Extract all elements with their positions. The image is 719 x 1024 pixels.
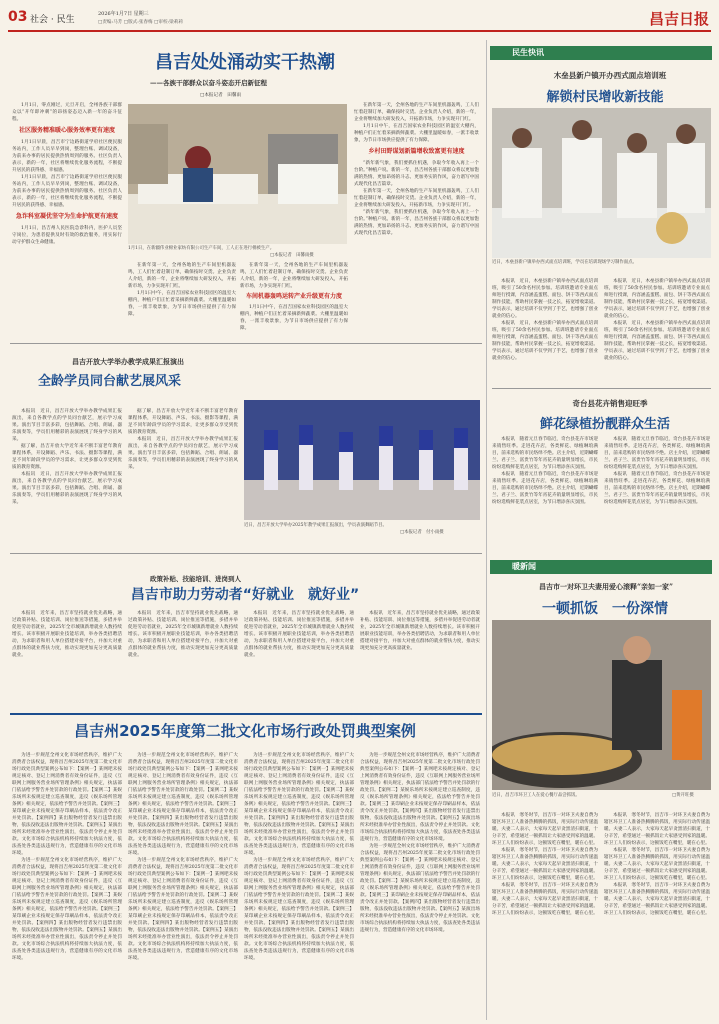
art3-col-b [128, 610, 238, 708]
meal-caption: 近日，昌吉市环卫工人在爱心餐厅品尝抓饭。 [492, 793, 580, 798]
notice-col-a [12, 752, 122, 1018]
art1-paragraph: 1月1日中午，在昌吉国家农业科技园区的温室大棚内，种植户们正忙着采摘新鲜蔬菜。大棚里温暖如春，一派丰收景象，为节日市场供应提供了有力保障。 [128, 291, 236, 317]
dance-caption: 近日，昌吉开放大学举办2025年教学成果汇报演出，学员表演舞蹈节目。 [244, 523, 387, 528]
notice-col-d [360, 752, 480, 1018]
art3-col-a [12, 610, 122, 708]
baking-illustration [492, 108, 711, 258]
art2-paragraph: 本报讯 近日，昌吉开放大学举办教学成果汇报演出，来自各教学点的学员同台献艺，展示学习成果。演出节目丰富多彩，包括舞蹈、合唱、朗诵、器乐演奏等，学员们用精彩的表演展现了终身学习的风采。 [128, 437, 238, 470]
editors: □责编:马芳 □版式:张春梅 □审校:梁莉莉 [98, 20, 183, 25]
art1-subhead: 急诈科室凝优坚守为生命护航更有速度 [15, 213, 118, 220]
art2-kicker: 昌吉开放大学举办教学成果汇报演出 [72, 357, 184, 366]
art1-paragraph: 1月1日中午，在昌吉国家农业科技园区的温室大棚内，种植户们正忙着采摘新鲜蔬菜。大棚里温暖如春，一派丰收景象，为节日市场供应提供了有力保障。 [240, 305, 348, 331]
art1-paragraph: 在新年第一天，全州各地的生产车间里机器轰鸣，工人们忙着赶制订单，确保按时交货。企业负责人介绍，新的一年，企业将继续加大研发投入，开拓新市场，力争实现开门红。 [354, 103, 479, 122]
factory-caption-credit: □本报记者 田馨雨摄 [270, 253, 314, 258]
sidebar2-title: 一顿抓饭 一份深情 [542, 601, 668, 617]
sidebar2-kicker: 昌吉市一对环卫夫妻用爱心滚释“亲如一家” [538, 582, 674, 591]
art2-paragraph: 据了解，昌吉开放大学近年来不断丰富老年教育课程体系，开设舞蹈、声乐、书法、摄影等课程，满足不同年龄段学员的学习需求，让更多群众享受到优质的教育资源。 [12, 444, 122, 470]
baking-caption: 近日，木垒县新户镇举办西式面点培训班，学员在培训现场学习制作面点。 [492, 260, 637, 265]
art3-headline: 昌吉市助力劳动者“好就业 就好业” [130, 587, 360, 603]
section-name: 社会 · 民生 [30, 15, 75, 25]
art2-paragraph: 本报讯 近日，昌吉开放大学举办教学成果汇报演出，来自各教学点的学员同台献艺，展示学习成果。演出节目丰富多彩，包括舞蹈、合唱、朗诵、器乐演奏等，学员们用精彩的表演展现了终身学习的风采。 [12, 472, 122, 505]
art1-paragraph: 1月1日早晨，昌吉市宁边路街道学府社区便民服务站内，工作人员早早到岗，整理台账、调试设备，为前来办事的居民提供热情周到的服务。社区负责人表示，新的一年，社区将继续优化服务流程，不断提升居民的获得感、幸福感。 [12, 175, 122, 208]
art2-paragraph: 本报讯 近日，昌吉开放大学举办教学成果汇报演出，来自各教学点的学员同台献艺，展示学习成果。演出节目丰富多彩，包括舞蹈、合唱、朗诵、器乐演奏等，学员们用精彩的表演展现了终身学习的风采。 [12, 409, 122, 442]
notice-paragraph: 为进一步规范全州文化市场经营秩序，维护广大消费者合法权益，现将昌吉州2025年度第二批文化市场行政处罚典型案例公布如下：【案例一】某网吧未按规定核对、登记上网消费者有效身份证件，违反《互联网上网服务营业场所管理条例》相关规定，执法部门依法给予警告并处罚款的行政处罚。【案例二】某娱乐场所未按规定建立巡查制度，违反《娱乐场所管理条例》相关规定，依法给予警告并处罚款。【案例三】某印刷企业未按规定保存印刷品样本，依法责令改正并处罚款。【案例四】某出版物经营者发行违禁出版物，依法没收违法出版物并处罚款。【案例五】某演出场所未经批准举办营业性演出，依法责令停止并处罚款。文化市场综合执法机构将持续加大执法力度，依法查处各类违法违规行为，营造健康有序的文化市场环境。 [128, 858, 238, 961]
sidebar-paragraph: 本报讯 随着元旦春节临近，奇台县花卉市场迎来销售旺季。走进花卉店，各类鲜花、绿植琳琅满目，前来选购的市民络绎不绝。店主介绍，近期蝴蝶兰、君子兰、富贵竹等年宵花卉销量明显增长，市民纷纷选购鲜花装点居室，为节日增添喜庆氛围。 [604, 472, 710, 505]
art1-paragraph: 在新年第一天，全州各地的生产车间里机器轰鸣，工人们忙着赶制订单，确保按时交货。企业负责人介绍，新的一年，企业将继续加大研发投入，开拓新市场，力争实现开门红。 [240, 263, 348, 289]
art1-subhead: 乡村田野谋划新篇增收致富更有速度 [368, 148, 465, 155]
sidebar-n2-kicker: 奇台县花卉销售迎旺季 [572, 399, 648, 408]
factory-photo [128, 104, 347, 244]
main-subtitle: ——各族干部群众以奋斗姿态开启新征程 [150, 79, 267, 87]
sidebar-paragraph: 本报讯 随着元旦春节临近，奇台县花卉市场迎来销售旺季。走进花卉店，各类鲜花、绿植琳琅满目，前来选购的市民络绎不绝。店主介绍，近期蝴蝶兰、君子兰、富贵竹等年宵花卉销量明显增长，市民纷纷选购鲜花装点居室，为节日增添喜庆氛围。 [604, 437, 710, 470]
dance-caption-credit: □本报记者 付小雨摄 [400, 530, 444, 535]
factory-caption: 1月1日，在新疆伟业棉业家纺有限公司生产车间，工人正在进行棉被生产。 [128, 246, 275, 251]
divider [10, 343, 482, 344]
sidebar-paragraph: 本报讯 近日，木垒县新户镇举办西式面点培训班，吸引了50余名村民参加。培训班邀请专业面点师进行授课，内容涵盖蛋糕、面包、饼干等西式面点制作技能，帮助村民掌握一技之长，拓宽增收渠道。学员表示，通过培训不仅学到了手艺，也增强了创业就业的信心。 [492, 279, 598, 319]
sidebar2-col-a [492, 812, 598, 1018]
dance-photo [244, 400, 480, 520]
art1-paragraph: 在新年第一天，全州各地的生产车间里机器轰鸣，工人们忙着赶制订单，确保按时交货。企业负责人介绍，新的一年，企业将继续加大研发投入，开拓新市场，力争实现开门红。 [354, 189, 479, 208]
art3-paragraph: 本报讯 近年来，昌吉市坚持就业优先战略，通过政策补贴、技能培训、岗位推送等措施，多措并举促进劳动者就业，2025年全市城镇新增就业人数持续增长。该市积极开展职业技能培训，举办各类招聘活动，为求职者和用人单位搭建对接平台，并加大对重点群体的就业帮扶力度，推动实现更加充分更高质量就业。 [244, 611, 354, 658]
sidebar2-paragraph: 本报讯 寒冬时节，昌吉市一对环卫夫妻自费为辖区环卫工人准备热腾腾的抓饭，用实际行动传递温暖。夫妻二人表示，大家每天起早贪黑清扫街道，十分辛苦，希望通过一顿抓饭让大家感受到家的温暖。环卫工人们纷纷表示，这顿饭吃在嘴里，暖在心里。 [604, 813, 710, 846]
art3-col-c [244, 610, 354, 708]
art1-col-c [128, 262, 236, 340]
art3-paragraph: 本报讯 近年来，昌吉市坚持就业优先战略，通过政策补贴、技能培训、岗位推送等措施，多措并举促进劳动者就业，2025年全市城镇新增就业人数持续增长。该市积极开展职业技能培训，举办各类招聘活动，为求职者和用人单位搭建对接平台，并加大对重点群体的就业帮扶力度，推动实现更加充分更高质量就业。 [128, 611, 238, 658]
page-header [8, 6, 711, 32]
sidebar-label-box [490, 46, 712, 60]
art3-kicker: 政策补贴、技能培训、进岗到人 [150, 575, 241, 583]
sidebar2-paragraph: 本报讯 寒冬时节，昌吉市一对环卫夫妻自费为辖区环卫工人准备热腾腾的抓饭，用实际行动传递温暖。夫妻二人表示，大家每天起早贪黑清扫街道，十分辛苦，希望通过一顿抓饭让大家感受到家的温暖。环卫工人们纷纷表示，这顿饭吃在嘴里，暖在心里。 [492, 848, 598, 881]
sidebar-paragraph: 本报讯 近日，木垒县新户镇举办西式面点培训班，吸引了50余名村民参加。培训班邀请专业面点师进行授课，内容涵盖蛋糕、面包、饼干等西式面点制作技能，帮助村民掌握一技之长，拓宽增收渠道。学员表示，通过培训不仅学到了手艺，也增强了创业就业的信心。 [604, 321, 710, 361]
art1-col-d [240, 262, 348, 340]
sidebar-n1-col-b [604, 278, 710, 383]
notice-paragraph: 为进一步规范全州文化市场经营秩序，维护广大消费者合法权益，现将昌吉州2025年度第二批文化市场行政处罚典型案例公布如下：【案例一】某网吧未按规定核对、登记上网消费者有效身份证件，违反《互联网上网服务营业场所管理条例》相关规定，执法部门依法给予警告并处罚款的行政处罚。【案例二】某娱乐场所未按规定建立巡查制度，违反《娱乐场所管理条例》相关规定，依法给予警告并处罚款。【案例三】某印刷企业未按规定保存印刷品样本，依法责令改正并处罚款。【案例四】某出版物经营者发行违禁出版物，依法没收违法出版物并处罚款。【案例五】某演出场所未经批准举办营业性演出，依法责令停止并处罚款。文化市场综合执法机构将持续加大执法力度，依法查处各类违法违规行为，营造健康有序的文化市场环境。 [244, 858, 354, 961]
sidebar-n1-kicker: 木垒县新户镇开办西式面点培训班 [553, 71, 667, 80]
newspaper-logo: 昌吉日报 [648, 10, 709, 28]
issue-date: 2026年1月7日 星期三 [98, 11, 149, 17]
sidebar2-col-b [604, 812, 710, 1018]
art3-paragraph: 本报讯 近年来，昌吉市坚持就业优先战略，通过政策补贴、技能培训、岗位推送等措施，多措并举促进劳动者就业，2025年全市城镇新增就业人数持续增长。该市积极开展职业技能培训，举办各类招聘活动，为求职者和用人单位搭建对接平台，并加大对重点群体的就业帮扶力度，推动实现更加充分更高质量就业。 [12, 611, 122, 658]
sidebar-paragraph: 本报讯 近日，木垒县新户镇举办西式面点培训班，吸引了50余名村民参加。培训班邀请专业面点师进行授课，内容涵盖蛋糕、面包、饼干等西式面点制作技能，帮助村民掌握一技之长，拓宽增收渠道。学员表示，通过培训不仅学到了手艺，也增强了创业就业的信心。 [604, 279, 710, 319]
meal-photo [492, 620, 711, 790]
divider [10, 713, 482, 715]
art1-paragraph: 1月1日，零点刚过，元旦开启，全州各族干部群众以“开年即冲刺”的昂扬姿态迈入新一年的奋斗征程。 [12, 103, 122, 122]
art1-col-e [354, 102, 479, 340]
sidebar-paragraph: 本报讯 随着元旦春节临近，奇台县花卉市场迎来销售旺季。走进花卉店，各类鲜花、绿植琳琅满目，前来选购的市民络绎不绝。店主介绍，近期蝴蝶兰、君子兰、富贵竹等年宵花卉销量明显增长，市民纷纷选购鲜花装点居室，为节日增添喜庆氛围。 [492, 472, 598, 505]
art1-paragraph: 在新年第一天，全州各地的生产车间里机器轰鸣，工人们忙着赶制订单，确保按时交货。企业负责人介绍，新的一年，企业将继续加大研发投入，开拓新市场，力争实现开门红。 [128, 263, 236, 289]
art1-col-a [12, 102, 122, 340]
sidebar-n1-title: 解锁村民增收新技能 [546, 90, 664, 105]
sidebar2-label-box [490, 560, 712, 574]
baking-photo [492, 108, 711, 258]
meal-caption-credit: □黄开旺摄 [672, 793, 694, 798]
art1-subhead: 车间机器轰鸣运转产业升级更有力度 [245, 293, 342, 300]
notice-paragraph: 为进一步规范全州文化市场经营秩序，维护广大消费者合法权益，现将昌吉州2025年度第二批文化市场行政处罚典型案例公布如下：【案例一】某网吧未按规定核对、登记上网消费者有效身份证件，违反《互联网上网服务营业场所管理条例》相关规定，执法部门依法给予警告并处罚款的行政处罚。【案例二】某娱乐场所未按规定建立巡查制度，违反《娱乐场所管理条例》相关规定，依法给予警告并处罚款。【案例三】某印刷企业未按规定保存印刷品样本，依法责令改正并处罚款。【案例四】某出版物经营者发行违禁出版物，依法没收违法出版物并处罚款。【案例五】某演出场所未经批准举办营业性演出，依法责令停止并处罚款。文化市场综合执法机构将持续加大执法力度，依法查处各类违法违规行为，营造健康有序的文化市场环境。 [360, 753, 480, 842]
sidebar2-paragraph: 本报讯 寒冬时节，昌吉市一对环卫夫妻自费为辖区环卫工人准备热腾腾的抓饭，用实际行动传递温暖。夫妻二人表示，大家每天起早贪黑清扫街道，十分辛苦，希望通过一顿抓饭让大家感受到家的温暖。环卫工人们纷纷表示，这顿饭吃在嘴里，暖在心里。 [604, 848, 710, 881]
sidebar2-paragraph: 本报讯 寒冬时节，昌吉市一对环卫夫妻自费为辖区环卫工人准备热腾腾的抓饭，用实际行动传递温暖。夫妻二人表示，大家每天起早贪黑清扫街道，十分辛苦，希望通过一顿抓饭让大家感受到家的温暖。环卫工人们纷纷表示，这顿饭吃在嘴里，暖在心里。 [604, 883, 710, 916]
art2-paragraph: 据了解，昌吉开放大学近年来不断丰富老年教育课程体系，开设舞蹈、声乐、书法、摄影等课程，满足不同年龄段学员的学习需求，让更多群众享受到优质的教育资源。 [128, 409, 238, 435]
notice-paragraph: 为进一步规范全州文化市场经营秩序，维护广大消费者合法权益，现将昌吉州2025年度第二批文化市场行政处罚典型案例公布如下：【案例一】某网吧未按规定核对、登记上网消费者有效身份证件，违反《互联网上网服务营业场所管理条例》相关规定，执法部门依法给予警告并处罚款的行政处罚。【案例二】某娱乐场所未按规定建立巡查制度，违反《娱乐场所管理条例》相关规定，依法给予警告并处罚款。【案例三】某印刷企业未按规定保存印刷品样本，依法责令改正并处罚款。【案例四】某出版物经营者发行违禁出版物，依法没收违法出版物并处罚款。【案例五】某演出场所未经批准举办营业性演出，依法责令停止并处罚款。文化市场综合执法机构将持续加大执法力度，依法查处各类违法违规行为，营造健康有序的文化市场环境。 [12, 753, 122, 856]
sidebar2-label: 暖新闻 [512, 562, 536, 571]
main-headline: 昌吉处处涌动实干热潮 [155, 52, 335, 73]
notice-paragraph: 为进一步规范全州文化市场经营秩序，维护广大消费者合法权益，现将昌吉州2025年度第二批文化市场行政处罚典型案例公布如下：【案例一】某网吧未按规定核对、登记上网消费者有效身份证件，违反《互联网上网服务营业场所管理条例》相关规定，执法部门依法给予警告并处罚款的行政处罚。【案例二】某娱乐场所未按规定建立巡查制度，违反《娱乐场所管理条例》相关规定，依法给予警告并处罚款。【案例三】某印刷企业未按规定保存印刷品样本，依法责令改正并处罚款。【案例四】某出版物经营者发行违禁出版物，依法没收违法出版物并处罚款。【案例五】某演出场所未经批准举办营业性演出，依法责令停止并处罚款。文化市场综合执法机构将持续加大执法力度，依法查处各类违法违规行为，营造健康有序的文化市场环境。 [360, 844, 480, 933]
sidebar-paragraph: 本报讯 随着元旦春节临近，奇台县花卉市场迎来销售旺季。走进花卉店，各类鲜花、绿植琳琅满目，前来选购的市民络绎不绝。店主介绍，近期蝴蝶兰、君子兰、富贵竹等年宵花卉销量明显增长，市民纷纷选购鲜花装点居室，为节日增添喜庆氛围。 [492, 437, 598, 470]
art2-headline: 全龄学员同台献艺展风采 [38, 374, 182, 389]
sidebar-n2-col-b [604, 436, 710, 554]
art1-paragraph: 1月1日中午，在昌吉国家农业科技园区的温室大棚内，种植户们正忙着采摘新鲜蔬菜。大棚里温暖如春，一派丰收景象，为节日市场供应提供了有力保障。 [354, 124, 479, 143]
notice-paragraph: 为进一步规范全州文化市场经营秩序，维护广大消费者合法权益，现将昌吉州2025年度第二批文化市场行政处罚典型案例公布如下：【案例一】某网吧未按规定核对、登记上网消费者有效身份证件，违反《互联网上网服务营业场所管理条例》相关规定，执法部门依法给予警告并处罚款的行政处罚。【案例二】某娱乐场所未按规定建立巡查制度，违反《娱乐场所管理条例》相关规定，依法给予警告并处罚款。【案例三】某印刷企业未按规定保存印刷品样本，依法责令改正并处罚款。【案例四】某出版物经营者发行违禁出版物，依法没收违法出版物并处罚款。【案例五】某演出场所未经批准举办营业性演出，依法责令停止并处罚款。文化市场综合执法机构将持续加大执法力度，依法查处各类违法违规行为，营造健康有序的文化市场环境。 [244, 753, 354, 856]
sidebar2-paragraph: 本报讯 寒冬时节，昌吉市一对环卫夫妻自费为辖区环卫工人准备热腾腾的抓饭，用实际行动传递温暖。夫妻二人表示，大家每天起早贪黑清扫街道，十分辛苦，希望通过一顿抓饭让大家感受到家的温暖。环卫工人们纷纷表示，这顿饭吃在嘴里，暖在心里。 [492, 813, 598, 846]
art3-col-d [360, 610, 480, 708]
sidebar2-paragraph: 本报讯 寒冬时节，昌吉市一对环卫夫妻自费为辖区环卫工人准备热腾腾的抓饭，用实际行动传递温暖。夫妻二人表示，大家每天起早贪黑清扫街道，十分辛苦，希望通过一顿抓饭让大家感受到家的温暖。环卫工人们纷纷表示，这顿饭吃在嘴里，暖在心里。 [492, 883, 598, 916]
sidebar-paragraph: 本报讯 近日，木垒县新户镇举办西式面点培训班，吸引了50余名村民参加。培训班邀请专业面点师进行授课，内容涵盖蛋糕、面包、饼干等西式面点制作技能，帮助村民掌握一技之长，拓宽增收渠道。学员表示，通过培训不仅学到了手艺，也增强了创业就业的信心。 [492, 321, 598, 361]
notice-col-c [244, 752, 354, 1018]
dance-illustration [244, 400, 480, 520]
sidebar-n1-col-a [492, 278, 598, 383]
notice-headline: 昌吉州2025年度第二批文化市场行政处罚典型案例 [74, 722, 416, 740]
art1-subhead: 社区服务精准暖心服务效率更有速度 [18, 127, 115, 134]
page-number: 03 [8, 9, 28, 25]
art1-paragraph: 1月1日，昌吉州人民医院急诊科内，医护人员坚守岗位，为患者提供及时有效的救治服务，用实际行动守护群众生命健康。 [12, 226, 122, 245]
divider [10, 553, 482, 554]
main-byline: □本报记者 田馨雨 [200, 93, 242, 98]
notice-col-b [128, 752, 238, 1018]
sidebar-n2-title: 鲜花绿植扮靓群众生活 [539, 417, 670, 432]
meal-illustration [492, 620, 711, 790]
notice-paragraph: 为进一步规范全州文化市场经营秩序，维护广大消费者合法权益，现将昌吉州2025年度第二批文化市场行政处罚典型案例公布如下：【案例一】某网吧未按规定核对、登记上网消费者有效身份证件，违反《互联网上网服务营业场所管理条例》相关规定，执法部门依法给予警告并处罚款的行政处罚。【案例二】某娱乐场所未按规定建立巡查制度，违反《娱乐场所管理条例》相关规定，依法给予警告并处罚款。【案例三】某印刷企业未按规定保存印刷品样本，依法责令改正并处罚款。【案例四】某出版物经营者发行违禁出版物，依法没收违法出版物并处罚款。【案例五】某演出场所未经批准举办营业性演出，依法责令停止并处罚款。文化市场综合执法机构将持续加大执法力度，依法查处各类违法违规行为，营造健康有序的文化市场环境。 [128, 753, 238, 856]
art1-paragraph: “新年新气象，我们要抓住机遇，争取今年收入再上一个台阶。”种植户说。新的一年，昌吉州各族干部群众将以更加饱满的热情、更加昂扬的斗志、更加务实的作风，奋力谱写中国式现代化昌吉篇章。 [354, 161, 479, 187]
sidebar-n2-col-a [492, 436, 598, 554]
sidebar-label: 民生快讯 [512, 48, 544, 57]
art3-paragraph: 本报讯 近年来，昌吉市坚持就业优先战略，通过政策补贴、技能培训、岗位推送等措施，多措并举促进劳动者就业，2025年全市城镇新增就业人数持续增长。该市积极开展职业技能培训，举办各类招聘活动，为求职者和用人单位搭建对接平台，并加大对重点群体的就业帮扶力度，推动实现更加充分更高质量就业。 [360, 611, 480, 651]
column-rule [486, 40, 487, 1020]
factory-illustration [128, 104, 347, 244]
divider [492, 388, 711, 389]
notice-paragraph: 为进一步规范全州文化市场经营秩序，维护广大消费者合法权益，现将昌吉州2025年度第二批文化市场行政处罚典型案例公布如下：【案例一】某网吧未按规定核对、登记上网消费者有效身份证件，违反《互联网上网服务营业场所管理条例》相关规定，执法部门依法给予警告并处罚款的行政处罚。【案例二】某娱乐场所未按规定建立巡查制度，违反《娱乐场所管理条例》相关规定，依法给予警告并处罚款。【案例三】某印刷企业未按规定保存印刷品样本，依法责令改正并处罚款。【案例四】某出版物经营者发行违禁出版物，依法没收违法出版物并处罚款。【案例五】某演出场所未经批准举办营业性演出，依法责令停止并处罚款。文化市场综合执法机构将持续加大执法力度，依法查处各类违法违规行为，营造健康有序的文化市场环境。 [12, 858, 122, 961]
art1-paragraph: 1月1日早晨，昌吉市宁边路街道学府社区便民服务站内，工作人员早早到岗，整理台账、调试设备，为前来办事的居民提供热情周到的服务。社区负责人表示，新的一年，社区将继续优化服务流程，不断提升居民的获得感、幸福感。 [12, 140, 122, 173]
art1-paragraph: “新年新气象，我们要抓住机遇，争取今年收入再上一个台阶。”种植户说。新的一年，昌吉州各族干部群众将以更加饱满的热情、更加昂扬的斗志、更加务实的作风，奋力谱写中国式现代化昌吉篇章。 [354, 210, 479, 236]
